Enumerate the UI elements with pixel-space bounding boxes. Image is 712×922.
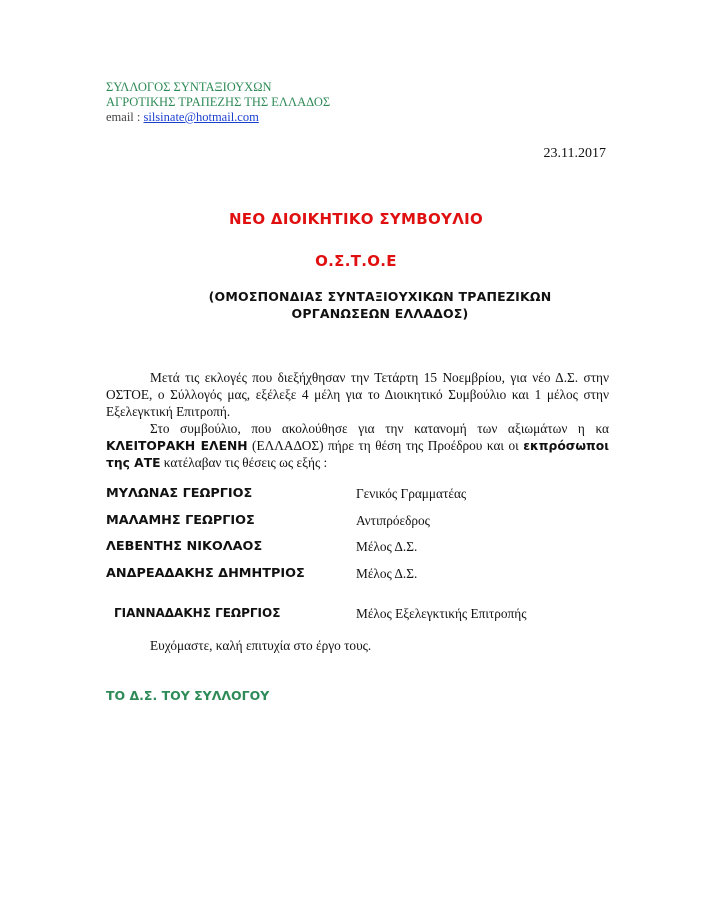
body-paragraph-2 bbox=[106, 421, 609, 471]
member-row bbox=[106, 486, 626, 506]
email-label: email : bbox=[106, 110, 141, 124]
email-link[interactable]: silsinate@hotmail.com bbox=[143, 110, 259, 124]
paragraph-text-part: (ΕΛΛΑΔΟΣ) πήρε τη θέση της Προέδρου και οι bbox=[247, 437, 524, 453]
member-role: Αντιπρόεδρος bbox=[356, 513, 430, 528]
organization-full-name bbox=[140, 288, 620, 322]
closing-wishes: Ευχόμαστε, καλή επιτυχία στο έργο τους. bbox=[150, 638, 372, 653]
member-row bbox=[106, 566, 626, 586]
audit-member-name: ΓΙΑΝΝΑΔΑΚΗΣ ΓΕΩΡΓΙΟΣ bbox=[114, 606, 281, 620]
president-name: ΚΛΕΙΤΟΡΑΚΗ ΕΛΕΝΗ bbox=[106, 438, 248, 453]
audit-member-role: Μέλος Εξελεγκτικής Επιτροπής bbox=[356, 606, 527, 621]
organization-full-name-line2: ΟΡΓΑΝΩΣΕΩΝ ΕΛΛΑΔΟΣ) bbox=[291, 306, 469, 321]
body-paragraph-1 bbox=[106, 370, 609, 420]
member-name: ΜΥΛΩΝΑΣ ΓΕΩΡΓΙΟΣ bbox=[106, 486, 253, 501]
paragraph-text-part: Στο συμβούλιο, που ακολούθησε για την κατανομή των αξιωμάτων η κα bbox=[150, 421, 609, 436]
member-role: Γενικός Γραμματέας bbox=[356, 486, 467, 501]
member-row bbox=[106, 539, 626, 559]
member-row bbox=[106, 513, 626, 533]
member-role: Μέλος Δ.Σ. bbox=[356, 566, 418, 581]
paragraph-text-part: κατέλαβαν τις θέσεις ως εξής : bbox=[160, 454, 328, 470]
ate-representatives: εκπρόσωποι της ΑΤΕ bbox=[106, 438, 609, 470]
association-name-line2: ΑΓΡΟΤΙΚΗΣ ΤΡΑΠΕΖΗΣ ΤΗΣ ΕΛΛΑΔΟΣ bbox=[106, 95, 331, 109]
document-date: 23.11.2017 bbox=[543, 146, 606, 161]
member-role: Μέλος Δ.Σ. bbox=[356, 539, 418, 554]
member-name: ΛΕΒΕΝΤΗΣ ΝΙΚΟΛΑΟΣ bbox=[106, 539, 263, 554]
association-name-line1: ΣΥΛΛΟΓΟΣ ΣΥΝΤΑΞΙΟΥΧΩΝ bbox=[106, 80, 272, 94]
member-name: ΜΑΛΑΜΗΣ ΓΕΩΡΓΙΟΣ bbox=[106, 513, 255, 528]
signature: ΤΟ Δ.Σ. ΤΟΥ ΣΥΛΛΟΓΟΥ bbox=[106, 688, 270, 703]
member-name: ΑΝΔΡΕΑΔΑΚΗΣ ΔΗΜΗΤΡΙΟΣ bbox=[106, 566, 305, 581]
document-title: ΝΕΟ ΔΙΟΙΚΗΤΙΚΟ ΣΥΜΒΟΥΛΙΟ bbox=[228, 210, 484, 228]
audit-member-row bbox=[106, 606, 626, 626]
email-line bbox=[106, 110, 330, 125]
organization-full-name-line1: (ΟΜΟΣΠΟΝΔΙΑΣ ΣΥΝΤΑΞΙΟΥΧΙΚΩΝ ΤΡΑΠΕΖΙΚΩΝ bbox=[208, 289, 552, 304]
paragraph-text: Μετά τις εκλογές που διεξήχθησαν την Τετάρτη 15 Νοεμβρίου, για νέο Δ.Σ. στην ΟΣΤΟΕ, ο Σύλλογός μας, εξέλεξε 4 μέλη για το Διοικητικό Συμβούλιο και 1 μέλος στην Εξελεγκτική Επιτροπή. bbox=[106, 370, 609, 419]
organization-acronym: Ο.Σ.Τ.Ο.Ε bbox=[315, 252, 397, 270]
paragraph-text bbox=[106, 421, 609, 471]
letterhead bbox=[106, 80, 330, 125]
